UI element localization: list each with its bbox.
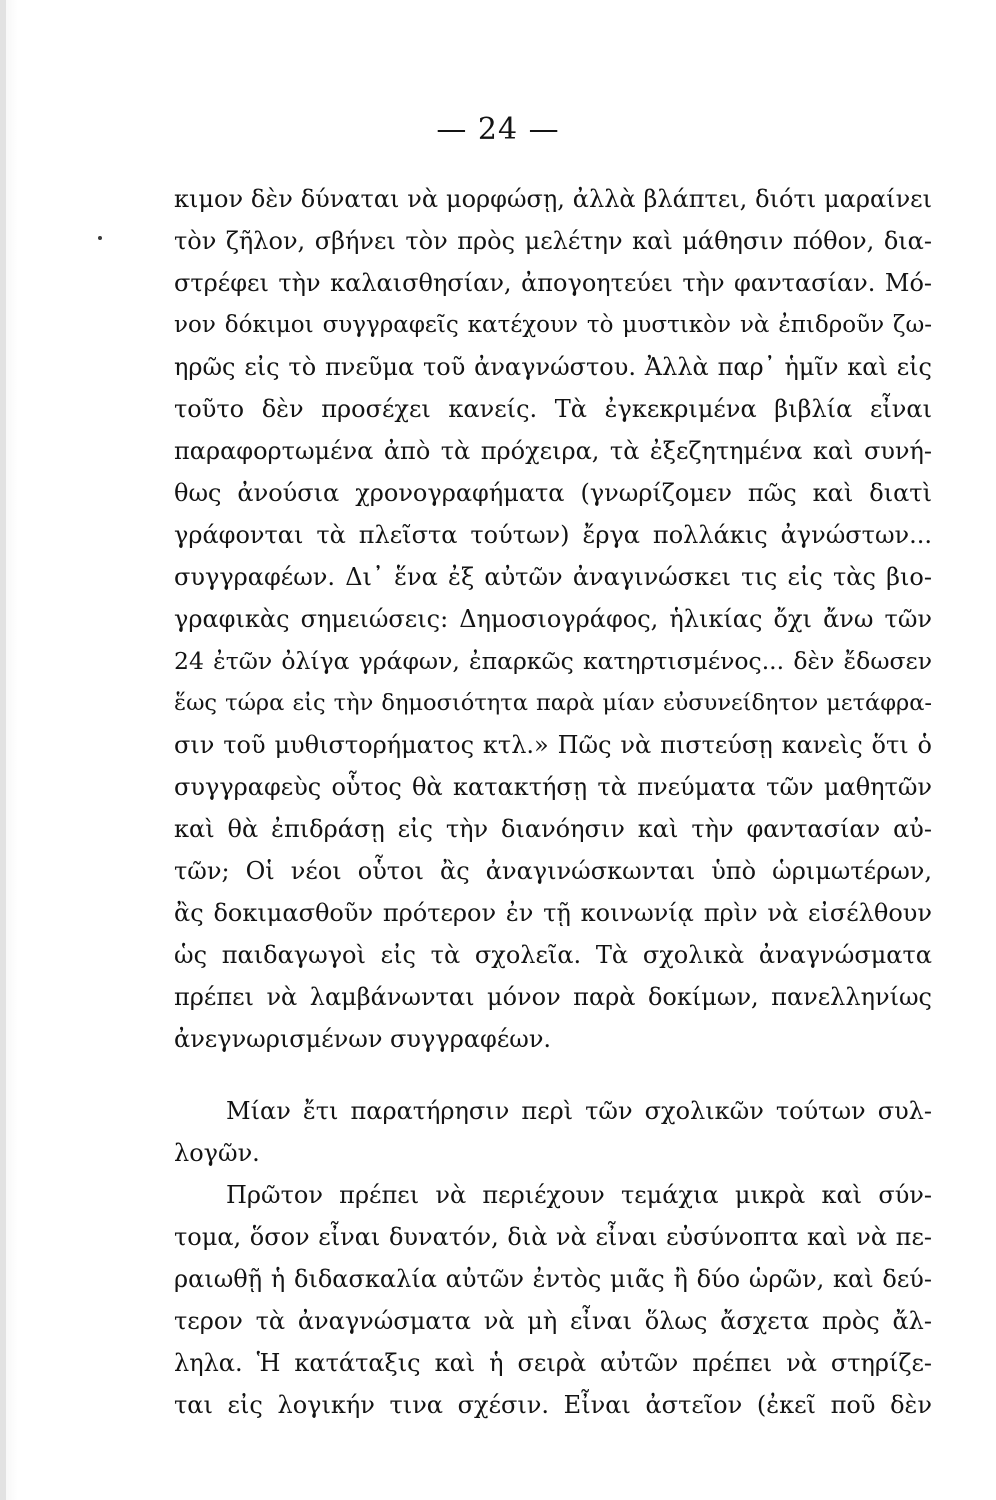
text-line: πρέπει νὰ λαμβάνωνται μόνον παρὰ δοκίμων, πανελληνίως <box>174 983 932 1011</box>
text-line: τερον τὰ ἀναγνώσματα νὰ μὴ εἶναι ὅλως ἄσχετα πρὸς ἄλ- <box>174 1307 932 1335</box>
text-line: τομα, ὅσον εἶναι δυνατόν, διὰ νὰ εἶναι εὐσύνοπτα καὶ νὰ πε- <box>174 1223 932 1251</box>
text-line: τοῦτο δὲν προσέχει κανείς. Τὰ ἐγκεκριμένα βιβλία εἶναι <box>174 395 932 423</box>
text-line: θως ἀνούσια χρονογραφήματα (γνωρίζομεν πῶς καὶ διατὶ <box>174 479 932 507</box>
text-line: γραφικὰς σημειώσεις: Δημοσιογράφος, ἡλικίας ὄχι ἄνω τῶν <box>174 605 932 633</box>
text-line: συγγραφεὺς οὗτος θὰ κατακτήσῃ τὰ πνεύματα τῶν μαθητῶν <box>174 773 932 801</box>
text-line: Μίαν ἔτι παρατήρησιν περὶ τῶν σχολικῶν τούτων συλ- <box>226 1097 932 1125</box>
text-line: ἂς δοκιμασθοῦν πρότερον ἐν τῇ κοινωνίᾳ πρὶν νὰ εἰσέλθουν <box>174 899 932 927</box>
text-line: Πρῶτον πρέπει νὰ περιέχουν τεμάχια μικρὰ καὶ σύν- <box>226 1181 932 1209</box>
text-line: κιμον δὲν δύναται νὰ μορφώσῃ, ἀλλὰ βλάπτει, διότι μαραίνει <box>174 185 932 213</box>
text-line: 24 ἐτῶν ὀλίγα γράφων, ἐπαρκῶς κατηρτισμένος... δὲν ἔδωσεν <box>174 647 932 675</box>
ink-speck <box>98 236 102 240</box>
text-line: καὶ θὰ ἐπιδράσῃ εἰς τὴν διανόησιν καὶ τὴν φαντασίαν αὐ- <box>174 815 932 843</box>
text-line: στρέφει τὴν καλαισθησίαν, ἀπογοητεύει τὴν φαντασίαν. Μό- <box>174 269 932 297</box>
text-line: ραιωθῇ ἡ διδασκαλία αὐτῶν ἐντὸς μιᾶς ἢ δύο ὡρῶν, καὶ δεύ- <box>174 1265 932 1293</box>
text-line: νον δόκιμοι συγγραφεῖς κατέχουν τὸ μυστικὸν νὰ ἐπιδροῦν ζω- <box>174 312 932 338</box>
text-line: τὸν ζῆλον, σβήνει τὸν πρὸς μελέτην καὶ μάθησιν πόθον, δια- <box>174 227 932 255</box>
text-line: ηρῶς εἰς τὸ πνεῦμα τοῦ ἀναγνώστου. Ἀλλὰ παρ᾽ ἡμῖν καὶ εἰς <box>174 353 932 381</box>
text-line: ληλα. Ἡ κατάταξις καὶ ἡ σειρὰ αὐτῶν πρέπει νὰ στηρίζε- <box>174 1349 932 1377</box>
text-line: ὡς παιδαγωγοὶ εἰς τὰ σχολεῖα. Τὰ σχολικὰ ἀναγνώσματα <box>174 941 932 969</box>
page-number: — 24 — <box>436 112 560 147</box>
text-line: λογῶν. <box>174 1139 260 1167</box>
text-line: παραφορτωμένα ἀπὸ τὰ πρόχειρα, τὰ ἐξεζητημένα καὶ συνή- <box>174 437 932 465</box>
text-line: γράφονται τὰ πλεῖστα τούτων) ἔργα πολλάκις ἀγνώστων... <box>174 521 932 549</box>
text-line: συγγραφέων. Δι᾽ ἕνα ἐξ αὐτῶν ἀναγινώσκει τις εἰς τὰς βιο- <box>174 563 932 591</box>
text-line: ἕως τώρα εἰς τὴν δημοσιότητα παρὰ μίαν εὐσυνείδητον μετάφρα- <box>174 690 932 716</box>
text-line: ται εἰς λογικήν τινα σχέσιν. Εἶναι ἀστεῖον (ἐκεῖ ποῦ δὲν <box>174 1391 932 1419</box>
text-line: τῶν; Οἱ νέοι οὗτοι ἂς ἀναγινώσκωνται ὑπὸ ὡριμωτέρων, <box>174 857 932 885</box>
text-line: σιν τοῦ μυθιστορήματος κτλ.» Πῶς νὰ πιστεύσῃ κανεὶς ὅτι ὁ <box>174 731 932 759</box>
page-gutter-shadow <box>0 0 6 1500</box>
text-line: ἀνεγνωρισμένων συγγραφέων. <box>174 1025 552 1053</box>
